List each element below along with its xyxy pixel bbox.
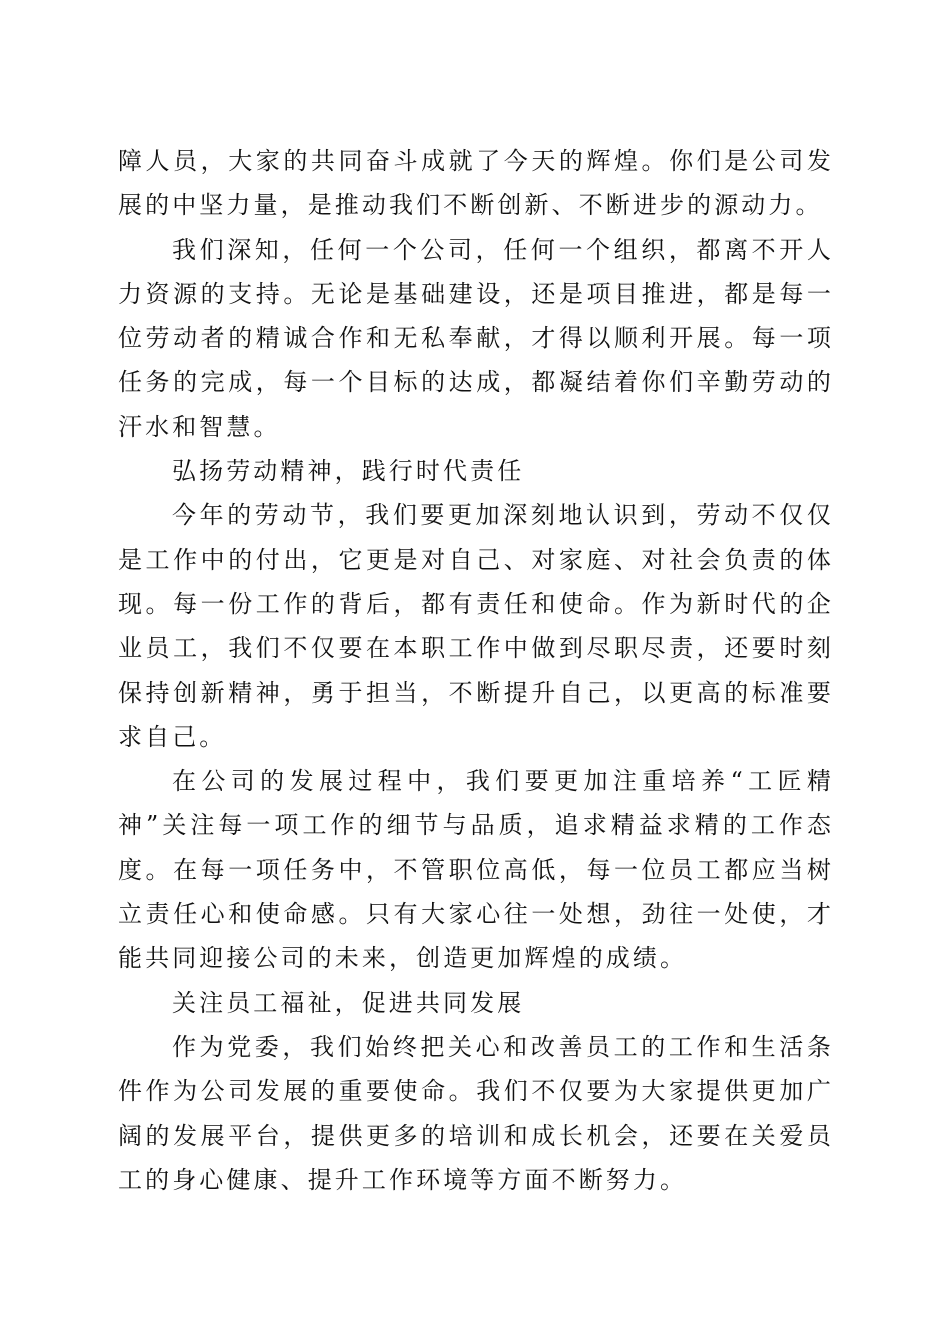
section-heading-employee-welfare: 关注员工福祉，促进共同发展 bbox=[172, 988, 525, 1017]
paragraph-hr-support: 我们深知，任何一个公司，任何一个组织，都离不开人力资源的支持。无论是基础建设，还是项目推进，都是每一位劳动者的精诚合作和无私奉献，才得以顺利开展。每一项任务的完成，每一个目标的达成，都凝结着你们辛勤劳动的汗水和智慧。 bbox=[118, 235, 834, 441]
section-heading-labor-spirit: 弘扬劳动精神，践行时代责任 bbox=[172, 457, 525, 486]
paragraph-continuation: 障人员，大家的共同奋斗成就了今天的辉煌。你们是公司发展的中坚力量，是推动我们不断创新、不断进步的源动力。 bbox=[118, 147, 834, 220]
paragraph-labor-day: 今年的劳动节，我们要更加深刻地认识到，劳动不仅仅是工作中的付出，它更是对自己、对家庭、对社会负责的体现。每一份工作的背后，都有责任和使命。作为新时代的企业员工，我们不仅要在本职工作中做到尽职尽责，还要时刻保持创新精神，勇于担当，不断提升自己，以更高的标准要求自己。 bbox=[118, 501, 834, 751]
document-body bbox=[118, 139, 834, 1202]
paragraph-party-committee: 作为党委，我们始终把关心和改善员工的工作和生活条件作为公司发展的重要使命。我们不仅要为大家提供更加广阔的发展平台，提供更多的培训和成长机会，还要在关爱员工的身心健康、提升工作环境等方面不断努力。 bbox=[118, 1032, 834, 1194]
paragraph-craftsman-spirit: 在公司的发展过程中，我们要更加注重培养“工匠精神”关注每一项工作的细节与品质，追求精益求精的工作态度。在每一项任务中，不管职位高低，每一位员工都应当树立责任心和使命感。只有大家心往一处想，劲往一处使，才能共同迎接公司的未来，创造更加辉煌的成绩。 bbox=[118, 767, 834, 973]
